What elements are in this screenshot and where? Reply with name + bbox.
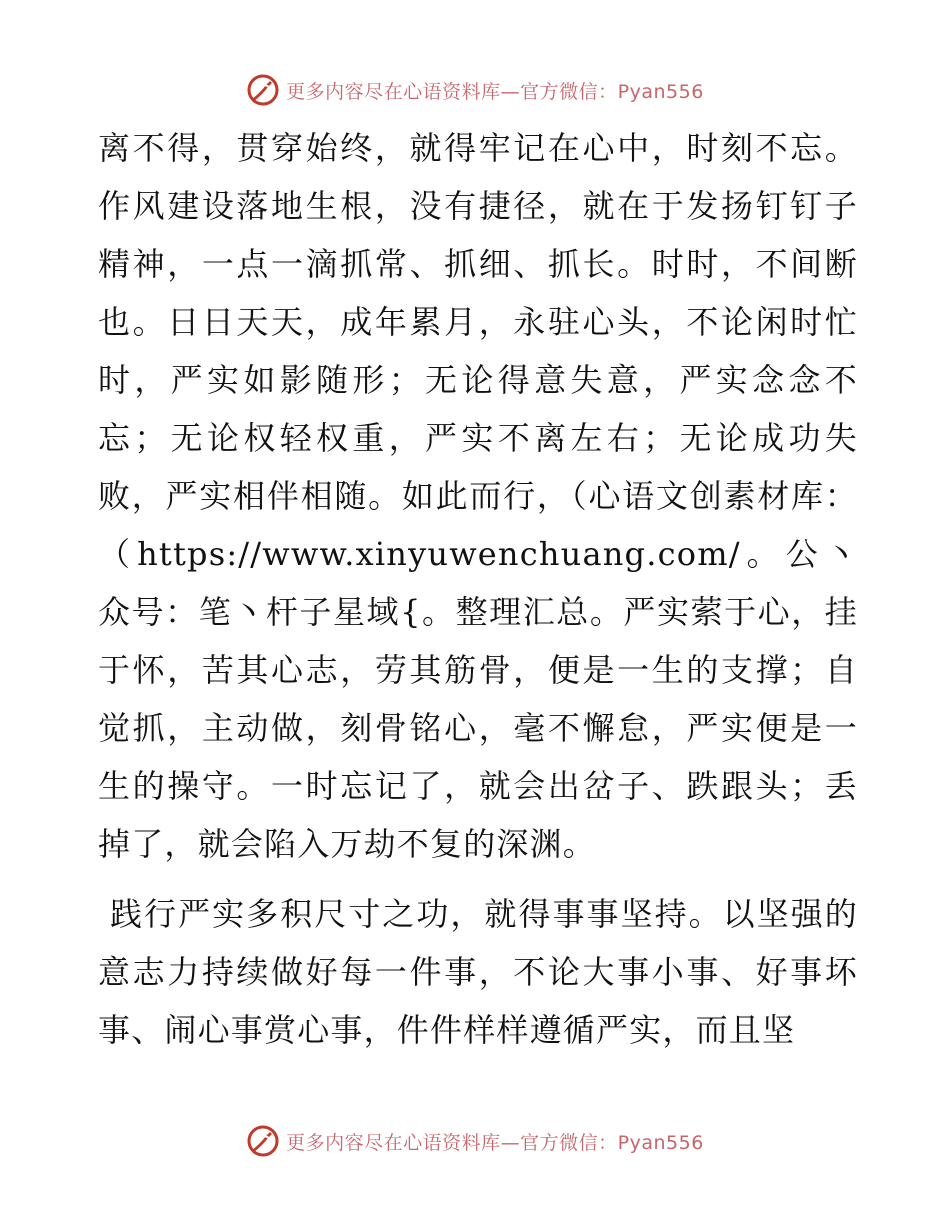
paragraph-2: 践行严实多积尺寸之功，就得事事坚持。以坚强的意志力持续做好每一件事，不论大事小事、好事坏事、闹心事赏心事，件件样样遵循严实，而且坚 <box>98 895 858 1049</box>
header-banner-text: 更多内容尽在心语资料库—官方微信：Pyan556 <box>286 80 704 103</box>
paragraph-1: 离不得，贯穿始终，就得牢记在心中，时刻不忘。作风建设落地生根，没有捷径，就在于发扬钉钉子精神，一点一滴抓常、抓细、抓长。时时，不间断也。日日天天，成年累月，永驻心头，不论闲时忙时，严实如影随形；无论得意失意，严实念念不忘；无论权轻权重，严实不离左右；无论成功失败，严实相伴相随。如此而行，（心语文创素材库：（https://www.xinyuwenchuang.com/。公丶众号：笔丶杆子星域{。整理汇总。严实萦于心，挂于怀，苦其心志，劳其筋骨，便是一生的支撑；自觉抓，主动做，刻骨铭心，毫不懈怠，严实便是一生的操守。一时忘记了，就会出岔子、跌跟头；丢掉了，就会陷入万劫不复的深渊。 <box>98 129 858 863</box>
footer-banner <box>0 1121 950 1161</box>
document-body <box>98 119 858 1059</box>
footer-banner-inner <box>246 1124 704 1158</box>
footer-banner-text: 更多内容尽在心语资料库—官方微信：Pyan556 <box>286 1131 704 1154</box>
pen-logo-icon <box>246 1124 280 1158</box>
header-banner <box>0 70 950 110</box>
header-banner-inner <box>246 73 704 107</box>
pen-logo-icon <box>246 73 280 107</box>
